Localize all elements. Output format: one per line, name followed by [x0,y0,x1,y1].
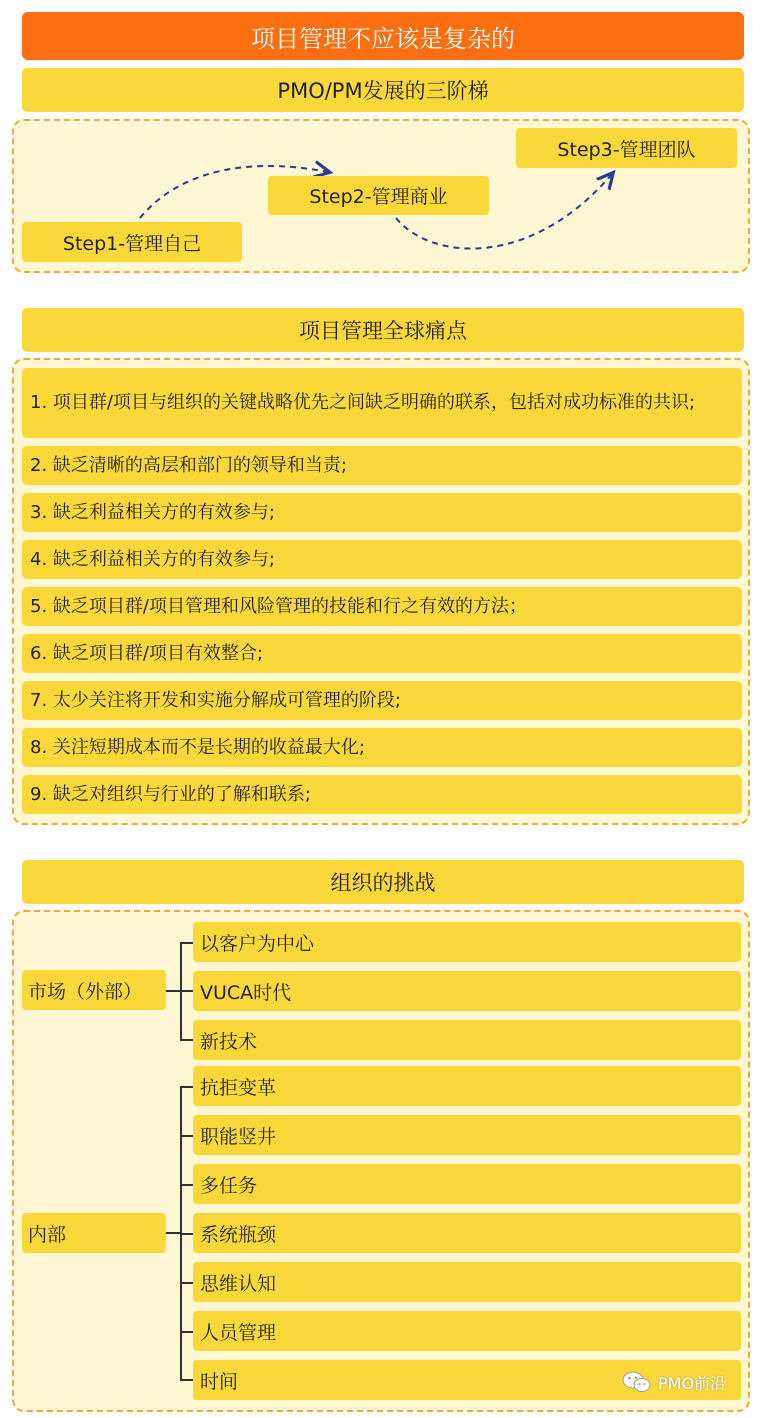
page-title: 项目管理不应该是复杂的 [22,12,744,60]
internal-item: 人员管理 [193,1311,741,1351]
pain-point-item: 1. 项目群/项目与组织的关键战略优先之间缺乏明确的联系，包括对成功标准的共识; [22,368,742,438]
section-heading-ladder: PMO/PM发展的三阶梯 [22,68,744,112]
pain-point-item: 7. 太少关注将开发和实施分解成可管理的阶段; [22,681,742,720]
pain-point-item: 8. 关注短期成本而不是长期的收益最大化; [22,728,742,767]
connector-line [166,990,180,992]
step3-box: Step3-管理团队 [516,128,737,168]
step2-box: Step2-管理商业 [268,176,489,215]
pain-point-item: 4. 缺乏利益相关方的有效参与; [22,540,742,579]
connector-line [180,1135,193,1137]
watermark-text: PMO前沿 [658,1373,727,1393]
connector-line [180,1282,193,1284]
external-item: 新技术 [193,1020,741,1060]
pain-point-item: 9. 缺乏对组织与行业的了解和联系; [22,775,742,814]
connector-line [180,990,193,992]
connector-line [180,1086,193,1088]
pain-point-item: 3. 缺乏利益相关方的有效参与; [22,493,742,532]
connector-line [180,1379,193,1381]
internal-item: 抗拒变革 [193,1066,741,1106]
internal-item: 系统瓶颈 [193,1213,741,1253]
internal-item: 时间 [193,1360,741,1400]
section-heading-org-challenges: 组织的挑战 [22,860,744,904]
watermark [622,1370,726,1394]
pain-point-item: 6. 缺乏项目群/项目有效整合; [22,634,742,673]
internal-item: 多任务 [193,1164,741,1204]
connector-line [180,1233,193,1235]
connector-line [166,1232,180,1234]
section-heading-pain-points: 项目管理全球痛点 [22,308,744,352]
internal-item: 思维认知 [193,1262,741,1302]
connector-line [180,1039,193,1041]
pain-point-item: 5. 缺乏项目群/项目管理和风险管理的技能和行之有效的方法； [22,587,742,626]
connector-line [180,1331,193,1333]
category-internal: 内部 [22,1213,166,1253]
wechat-icon [622,1370,652,1394]
connector-line [180,942,193,944]
internal-item: 职能竖井 [193,1115,741,1155]
category-external: 市场（外部） [22,970,166,1010]
pain-point-item: 2. 缺乏清晰的高层和部门的领导和当责; [22,446,742,485]
connector-line [180,1184,193,1186]
external-item: VUCA时代 [193,971,741,1011]
step1-box: Step1-管理自己 [22,222,242,262]
external-item: 以客户为中心 [193,922,741,962]
